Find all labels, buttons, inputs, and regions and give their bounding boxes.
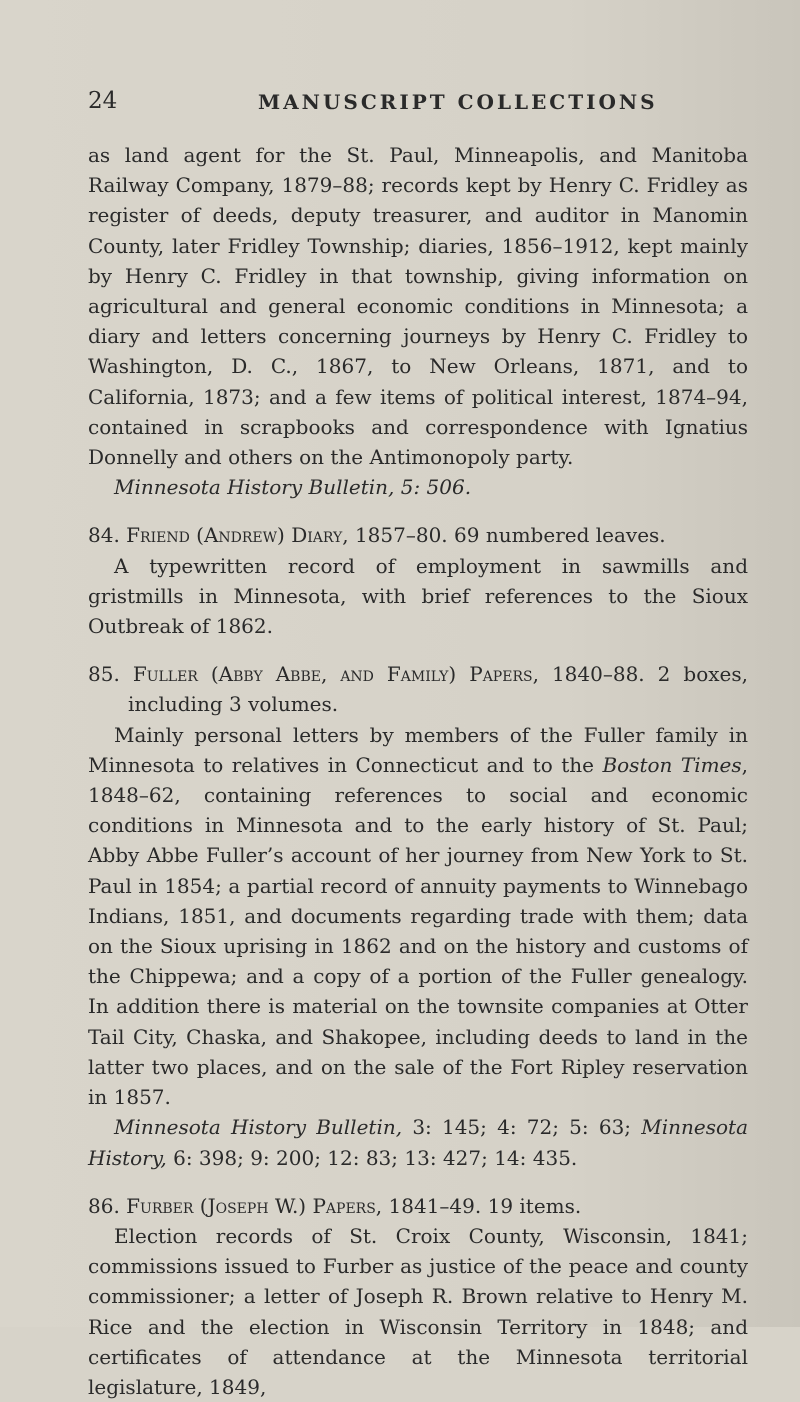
entry-84 — [88, 520, 748, 641]
entry-86 — [88, 1191, 748, 1402]
entry-name: Furber (Joseph W.) Papers, — [126, 1193, 383, 1218]
entry-description: Mainly personal letters by members of the Fuller family in Minnesota to relatives in Connecticut and to the Boston Times, 1848–62, containing references to social and economic conditions in Minnesota and to the early history of St. Paul; Abby Abbe Fuller’s account of her journey from New York to St. Paul in 1854; a partial record of annuity payments to Winnebago Indians, 1851, and documents regarding trade with them; data on the Sioux uprising in 1862 and on the history and customs of the Chippewa; and a copy of a portion of the Fuller genealogy. In addition there is material on the townsite companies at Otter Tail City, Chaska, and Shakopee, including deeds to land in the latter two places, and on the sale of the Fort Ripley reservation in 1857. — [88, 722, 749, 1110]
entry-number: 85. — [88, 662, 120, 687]
running-head: MANUSCRIPT COLLECTIONS — [258, 90, 658, 114]
continuation-paragraph: as land agent for the St. Paul, Minneapolis, and Manitoba Railway Company, 1879–88; records kept by Henry C. Fridley as register of deeds, deputy treasurer, and auditor in Manomin County, later Fridley Township; diaries, 1856–1912, kept mainly by Henry C. Fridley in that township, giving information on agricultural and general economic conditions in Minnesota; a diary and letters concerning journeys by Henry C. Fridley to Washington, D. C., 1867, to New Orleans, 1871, and to California, 1873; and a few items of political interest, 1874–94, contained in scrapbooks and correspondence with Ignatius Donnelly and others on the Antimonopoly party. — [88, 143, 748, 470]
entry-name: Fuller (Abby Abbe, and Family) Papers, — [132, 662, 539, 687]
entry-number: 86. — [88, 1193, 120, 1218]
page-body — [88, 140, 748, 1402]
entry-heading — [88, 1191, 748, 1221]
entry-description: A typewritten record of employment in sawmills and gristmills in Minnesota, with brief references to the Sioux Outbreak of 1862. — [88, 553, 748, 639]
entry-dates: 1857–80. 69 numbered leaves. — [354, 523, 666, 548]
entry-description: Election records of St. Croix County, Wisconsin, 1841; commissions issued to Furber as justice of the peace and county commissioner; a letter of Joseph R. Brown relative to Henry M. Rice and the election in Wisconsin Territory in 1848; and certificates of attendance at the Minnesota territorial legislature, 1849, — [88, 1223, 748, 1399]
entry-dates: 1841–49. 19 items. — [388, 1193, 582, 1218]
entry-heading — [88, 520, 748, 550]
continuation-citation: Minnesota History Bulletin, 5: 506. — [114, 475, 472, 500]
page-number: 24 — [88, 88, 118, 114]
entry-citation: Minnesota History Bulletin, 3: 145; 4: 72; 5: 63; Minnesota History, 6: 398; 9: 200; 12: 83; 13: 427; 14: 435. — [88, 1115, 749, 1170]
entry-heading — [88, 659, 748, 719]
entry-name: Friend (Andrew) Diary, — [126, 523, 349, 548]
entry-85 — [88, 659, 748, 1172]
entry-dates: 1840–88. 2 boxes, including 3 volumes. — [128, 662, 748, 717]
entry-number: 84. — [88, 523, 120, 548]
